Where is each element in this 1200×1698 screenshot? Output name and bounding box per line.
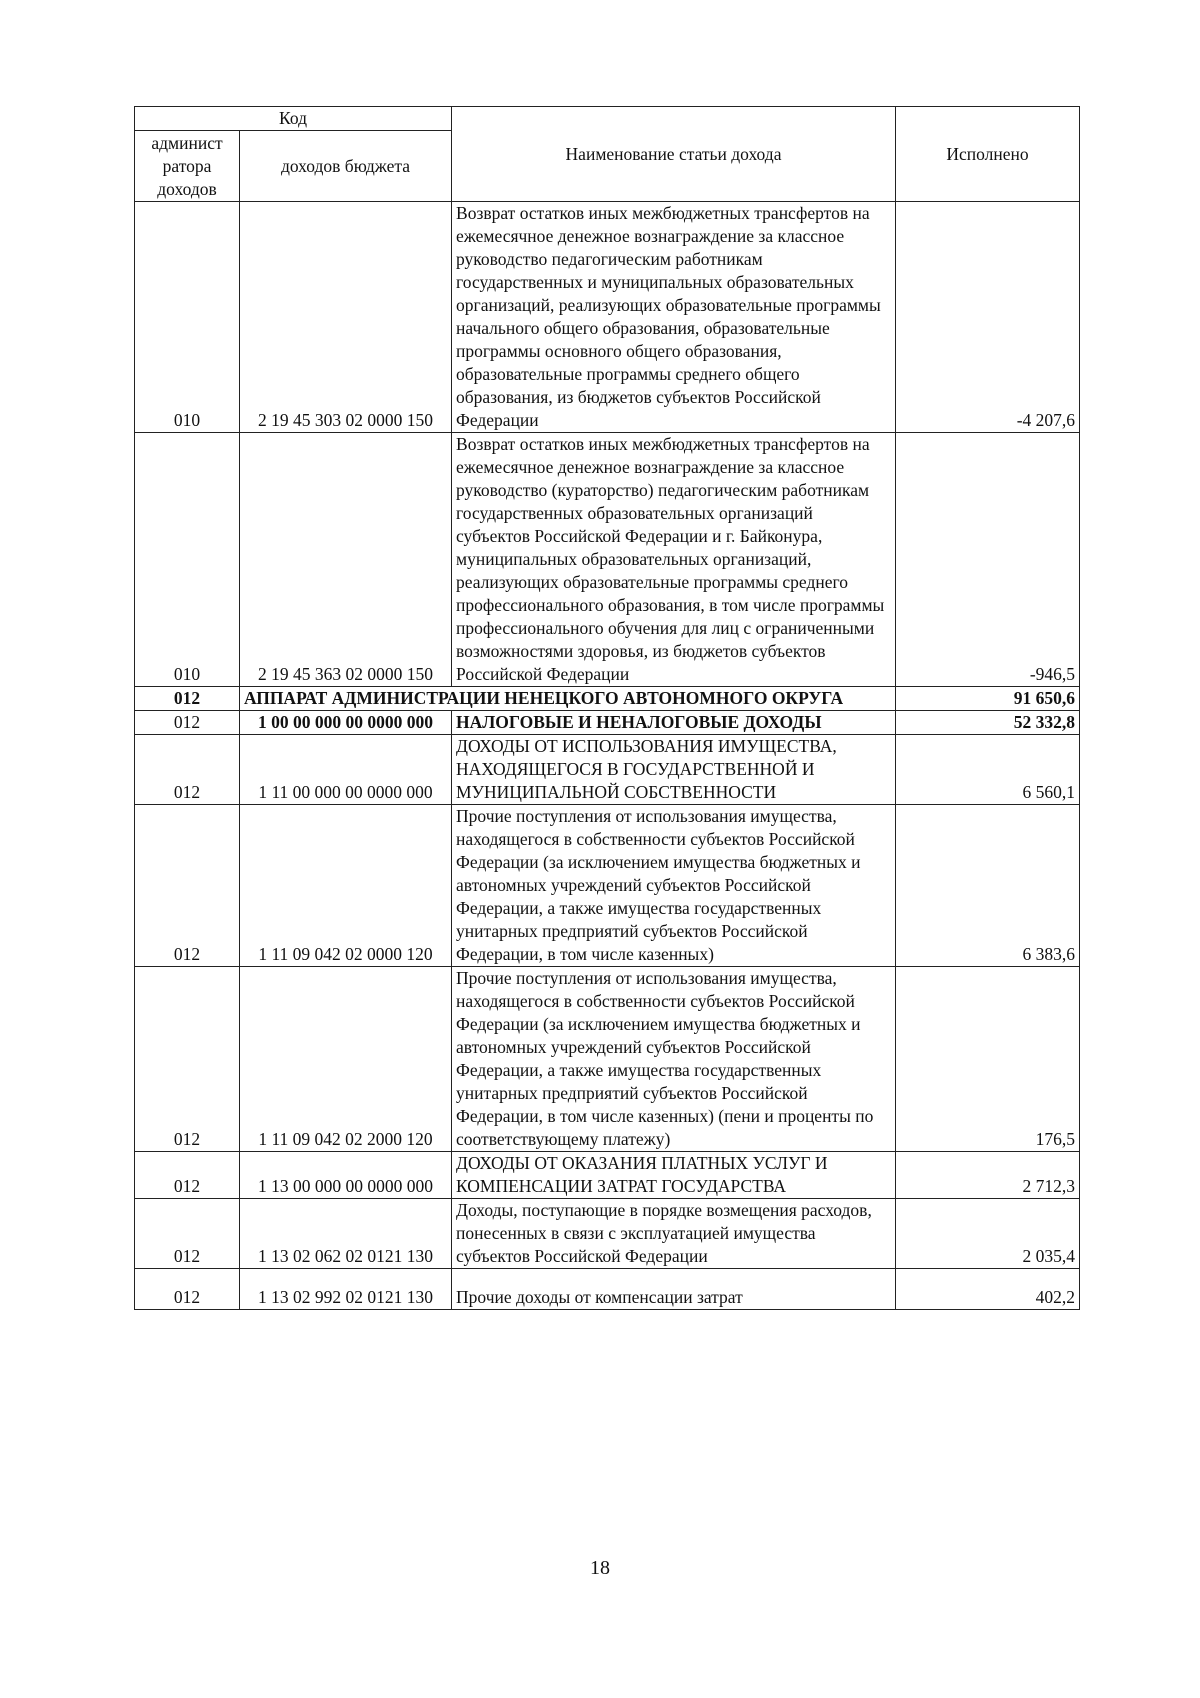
executed-sum: 91 650,6 — [896, 687, 1080, 711]
executed-sum: -946,5 — [896, 433, 1080, 687]
executed-sum: 176,5 — [896, 967, 1080, 1152]
header-admin: админист ратора доходов — [135, 131, 240, 202]
admin-code: 012 — [135, 1199, 240, 1269]
table-row-group — [135, 711, 1080, 735]
executed-sum: 2 035,4 — [896, 1199, 1080, 1269]
table-row — [135, 805, 1080, 967]
revenue-name: Доходы, поступающие в порядке возмещения расходов, понесенных в связи с эксплуатацией имущества субъектов Российской Федерации — [452, 1199, 896, 1269]
budget-code: 2 19 45 363 02 0000 150 — [240, 433, 452, 687]
revenue-table — [134, 106, 1080, 1310]
table-row — [135, 202, 1080, 433]
table-row-section — [135, 687, 1080, 711]
table-row — [135, 967, 1080, 1152]
revenue-name: Прочие доходы от компенсации затрат — [452, 1269, 896, 1310]
budget-code: 1 13 02 992 02 0121 130 — [240, 1269, 452, 1310]
revenue-name: Возврат остатков иных межбюджетных трансфертов на ежемесячное денежное вознаграждение за классное руководство (кураторство) педагогическим работникам государственных образовательных организаций субъектов Российской Федерации и г. Байконура, муниципальных образовательных организаций, реализующих образовательные программы среднего профессионального образования, в том числе программы профессионального обучения для лиц с ограниченными возможностями здоровья, из бюджетов субъектов Российской Федерации — [452, 433, 896, 687]
executed-sum: -4 207,6 — [896, 202, 1080, 433]
executed-sum: 402,2 — [896, 1269, 1080, 1310]
table-body — [135, 202, 1080, 1310]
header-executed: Исполнено — [896, 107, 1080, 202]
admin-code: 012 — [135, 967, 240, 1152]
revenue-name: ДОХОДЫ ОТ ОКАЗАНИЯ ПЛАТНЫХ УСЛУГ И КОМПЕНСАЦИИ ЗАТРАТ ГОСУДАРСТВА — [452, 1152, 896, 1199]
budget-code: 1 13 00 000 00 0000 000 — [240, 1152, 452, 1199]
section-title: АППАРАТ АДМИНИСТРАЦИИ НЕНЕЦКОГО АВТОНОМНОГО ОКРУГА — [240, 687, 896, 711]
table-header — [135, 107, 1080, 202]
header-name: Наименование статьи дохода — [452, 107, 896, 202]
budget-code: 1 11 09 042 02 0000 120 — [240, 805, 452, 967]
table-row — [135, 1269, 1080, 1310]
table-row — [135, 433, 1080, 687]
revenue-name: НАЛОГОВЫЕ И НЕНАЛОГОВЫЕ ДОХОДЫ — [452, 711, 896, 735]
admin-code: 012 — [135, 1152, 240, 1199]
admin-code: 012 — [135, 735, 240, 805]
admin-code: 010 — [135, 202, 240, 433]
admin-code: 012 — [135, 711, 240, 735]
budget-code: 1 13 02 062 02 0121 130 — [240, 1199, 452, 1269]
budget-code: 1 11 09 042 02 2000 120 — [240, 967, 452, 1152]
executed-sum: 6 560,1 — [896, 735, 1080, 805]
budget-code: 1 00 00 000 00 0000 000 — [240, 711, 452, 735]
revenue-name: Прочие поступления от использования имущества, находящегося в собственности субъектов Российской Федерации (за исключением имущества бюджетных и автономных учреждений субъектов Российской Федерации, а также имущества государственных унитарных предприятий субъектов Российской Федерации, в том числе казенных) (пени и проценты по соответствующему платежу) — [452, 967, 896, 1152]
revenue-name: ДОХОДЫ ОТ ИСПОЛЬЗОВАНИЯ ИМУЩЕСТВА, НАХОДЯЩЕГОСЯ В ГОСУДАРСТВЕННОЙ И МУНИЦИПАЛЬНОЙ СОБСТВЕННОСТИ — [452, 735, 896, 805]
admin-code: 010 — [135, 433, 240, 687]
admin-code: 012 — [135, 1269, 240, 1310]
table-row — [135, 735, 1080, 805]
revenue-name: Возврат остатков иных межбюджетных трансфертов на ежемесячное денежное вознаграждение за классное руководство педагогическим работникам государственных и муниципальных образовательных организаций, реализующих образовательные программы начального общего образования, образовательные программы основного общего образования, образовательные программы среднего общего образования, из бюджетов субъектов Российской Федерации — [452, 202, 896, 433]
executed-sum: 6 383,6 — [896, 805, 1080, 967]
table-row — [135, 1152, 1080, 1199]
header-code: Код — [135, 107, 452, 131]
page-number: 18 — [590, 1557, 610, 1579]
executed-sum: 2 712,3 — [896, 1152, 1080, 1199]
admin-code: 012 — [135, 687, 240, 711]
table-row — [135, 1199, 1080, 1269]
budget-code: 1 11 00 000 00 0000 000 — [240, 735, 452, 805]
header-budget-code: доходов бюджета — [240, 131, 452, 202]
revenue-name: Прочие поступления от использования имущества, находящегося в собственности субъектов Российской Федерации (за исключением имущества бюджетных и автономных учреждений субъектов Российской Федерации, а также имущества государственных унитарных предприятий субъектов Российской Федерации, в том числе казенных) — [452, 805, 896, 967]
executed-sum: 52 332,8 — [896, 711, 1080, 735]
admin-code: 012 — [135, 805, 240, 967]
budget-code: 2 19 45 303 02 0000 150 — [240, 202, 452, 433]
